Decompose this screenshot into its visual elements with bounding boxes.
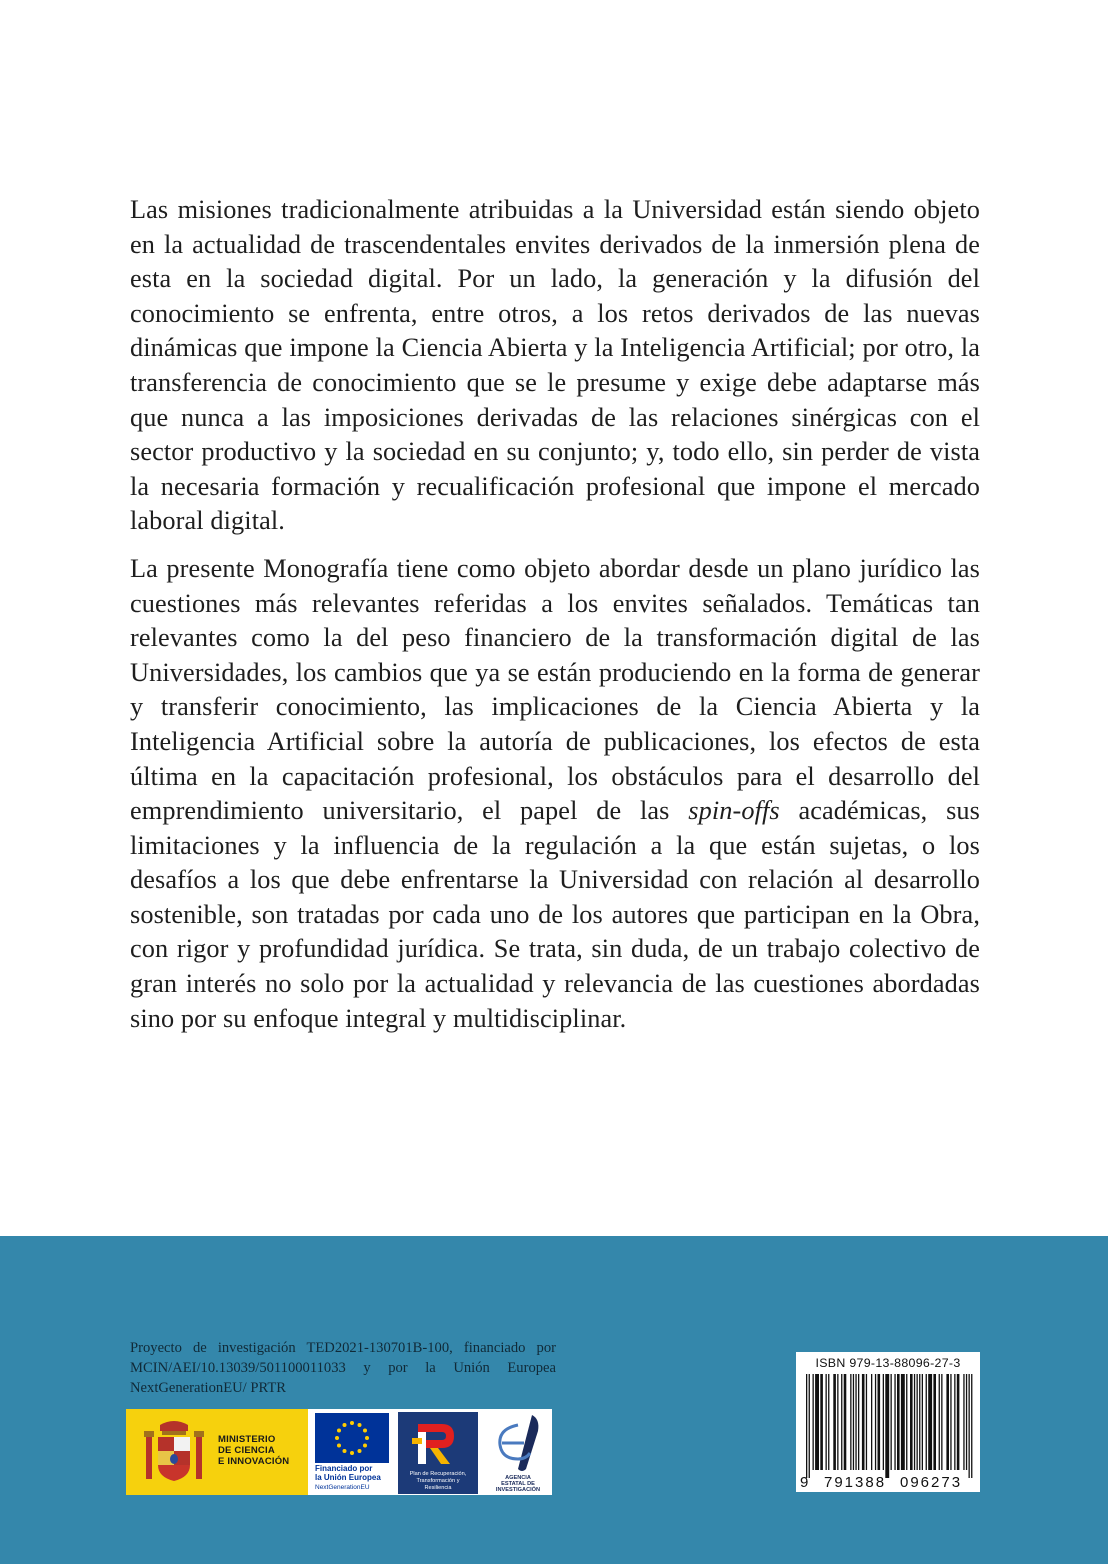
isbn-barcode [796,1352,980,1492]
barcode-bar [844,1374,847,1470]
barcode-bar [858,1374,859,1470]
barcode-bar [897,1374,900,1470]
barcode-bar [928,1374,932,1470]
barcode-bar [939,1374,940,1470]
barcode-bar [815,1374,819,1470]
prtr-logo [396,1409,480,1495]
funding-note: Proyecto de investigación TED2021-130701B-100, financiado por MCIN/AEI/10.13039/501100011033 y por la Unión Europea NextGenerationEU/ PRTR [130,1340,556,1396]
barcode-bar [957,1374,960,1470]
isbn-label: ISBN 979-13-88096-27-3 [815,1356,961,1370]
barcode-bar [966,1374,967,1470]
barcode-bar [971,1374,972,1478]
barcode-bar [946,1374,949,1470]
spin-offs-term: spin-offs [688,796,780,826]
barcode-bar [837,1374,838,1470]
barcode-bar [850,1374,851,1470]
barcode-bar [914,1374,915,1470]
barcode-bar [806,1374,807,1478]
eu-logo [312,1409,392,1495]
barcode-bar [891,1374,892,1470]
barcode-bar [883,1374,884,1470]
prtr-label: Plan de Recuperación, Transformación y Resiliencia [409,1471,467,1491]
barcode-bar [820,1374,823,1470]
barcode-bar [894,1374,895,1470]
barcode-bar [826,1374,827,1470]
barcode-bar [933,1374,936,1470]
barcode-bar [878,1374,881,1470]
coat-of-arms-icon [144,1419,204,1485]
barcode-bar [963,1374,964,1470]
barcode-bar [853,1374,854,1470]
synopsis [130,193,980,1049]
barcode-bar [828,1374,829,1470]
barcode-bar [906,1374,907,1470]
aei-icon [488,1411,548,1473]
barcode-bar [901,1374,905,1470]
barcode-bar [809,1374,810,1478]
barcode-bar [917,1374,918,1470]
barcode-bar [841,1374,842,1470]
ministerio-label: MINISTERIO DE CIENCIA E INNOVACIÓN [218,1434,290,1467]
barcode-bar [950,1374,951,1470]
barcode-bar [855,1374,856,1470]
eu-sublabel: NextGenerationEU [315,1484,370,1491]
barcode-bar [926,1374,927,1470]
barcode-digits-right: 096273 [900,1474,963,1491]
eu-label: Financiado por la Unión Europea [315,1464,381,1482]
barcode-bar [954,1374,955,1470]
aei-logo [484,1409,552,1495]
barcode-bar [969,1374,970,1478]
barcode-bar [866,1374,867,1470]
eu-flag-icon [315,1413,389,1463]
barcode-bar [862,1374,865,1470]
barcode-bar [875,1374,876,1470]
ministerio-logo [126,1409,308,1495]
aei-label: AGENCIA ESTATAL DE INVESTIGACIÓN [495,1475,541,1494]
barcode-digit-first: 9 [800,1474,809,1491]
barcode-bar [922,1374,923,1470]
funding-logos [126,1409,552,1495]
synopsis-paragraph-1: Las misiones tradicionalmente atribuidas a la Universidad están siendo objeto en la actualidad de trascendentales envites derivados de la inmersión plena de esta en la sociedad digital. Por un lado, la generación y la difusión del conocimiento se enfrenta, entre otros, a los retos derivados de las nuevas dinámicas que impone la Ciencia Abierta y la Inteligencia Artificial; por otro, la transferencia de conocimiento que se le presume y exige debe adaptarse más que nunca a las imposiciones derivadas de las relaciones sinérgicas con el sector productivo y la sociedad en su conjunto; y, todo ello, sin perder de vista la necesaria formación y recualificación profesional que impone el mercado laboral digital. [130,195,980,536]
barcode-bar [833,1374,836,1470]
barcode-bar [871,1374,872,1470]
barcode-bar [941,1374,942,1470]
barcode-bar [885,1374,889,1478]
synopsis-paragraph-2-text-a: La presente Monografía tiene como objeto abordar desde un plano jurídico las cuestiones más relevantes referidas a los envites señalados. Temáticas tan relevantes como la del peso financiero de la transformación digital de las Universidades, los cambios que ya se están produciendo en la forma de generar y transferir conocimiento, las implicaciones de la Ciencia Abierta y la Inteligencia Artificial sobre la autoría de publicaciones, los efectos de esta última en la capacitación profesional, los obstáculos para el desarrollo del emprendimiento universitario, el papel de las [130,553,980,826]
barcode-bars [806,1374,974,1478]
barcode-bar [919,1374,920,1470]
barcode-bar [910,1374,913,1470]
synopsis-paragraph-2 [130,552,980,1036]
barcode-digits-left: 791388 [824,1474,887,1491]
barcode-bar [813,1374,814,1470]
synopsis-paragraph-2-text-b: académicas, sus limitaciones y la influencia de la regulación a la que están sujetas, o los desafíos a los que debe enfrentarse la Universidad con relación al desarrollo sostenible, son tratadas por cada uno de los autores que participan en la Obra, con rigor y profundidad jurídica. Se trata, sin duda, de un trabajo colectivo de gran interés no solo por la actualidad y relevancia de las cuestiones abordadas sino por su enfoque integral y multidisciplinar. [130,796,980,1033]
